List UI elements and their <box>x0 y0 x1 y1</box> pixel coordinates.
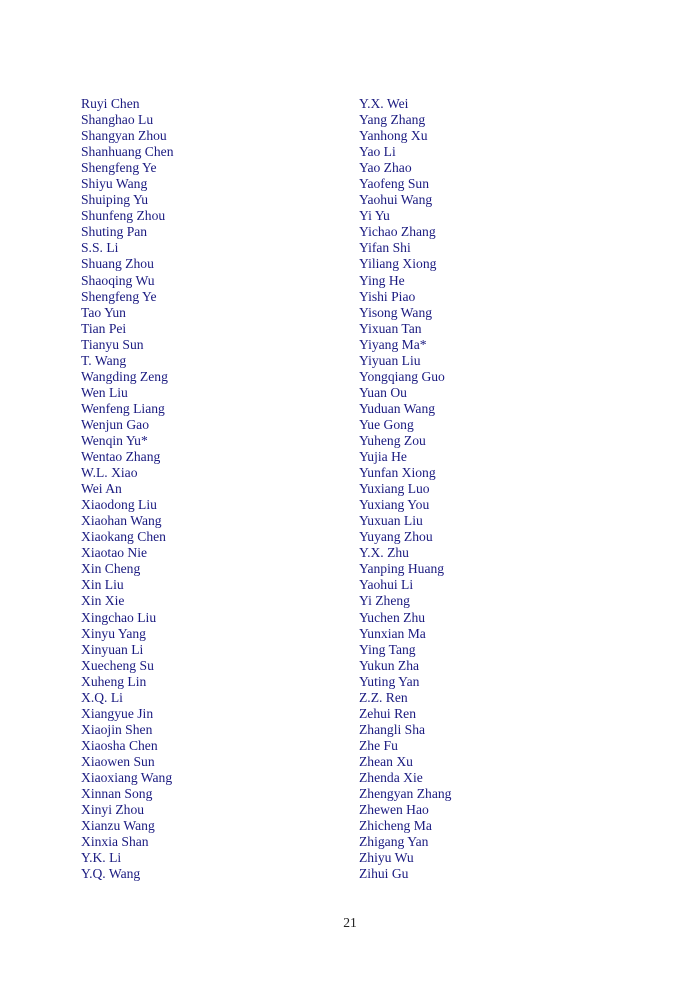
author-name: Yujia He <box>359 449 407 465</box>
author-name: Yaohui Li <box>359 577 414 593</box>
author-name: Shuang Zhou <box>81 256 154 272</box>
author-name: Shuting Pan <box>81 224 148 240</box>
author-name: Yukun Zha <box>359 657 420 673</box>
author-name: Xiaohan Wang <box>81 513 162 529</box>
author-name: Zhicheng Ma <box>359 818 432 834</box>
author-name: Wen Liu <box>81 384 128 400</box>
author-name: Shaoqing Wu <box>81 272 155 288</box>
author-name: Xiaoxiang Wang <box>81 769 173 785</box>
author-name: Zhenda Xie <box>359 769 423 785</box>
author-column-right <box>359 96 451 882</box>
author-name: Shangyan Zhou <box>81 128 167 144</box>
author-name: Yaofeng Sun <box>359 176 429 192</box>
author-name: W.L. Xiao <box>81 465 138 481</box>
author-name: Wangding Zeng <box>81 368 168 384</box>
author-name: S.S. Li <box>81 240 119 256</box>
author-name: Zehui Ren <box>359 705 417 721</box>
author-name: Xinxia Shan <box>81 834 149 850</box>
author-name: Shuiping Yu <box>81 192 149 208</box>
author-name: Zhigang Yan <box>359 834 429 850</box>
author-name: Yuxuan Liu <box>359 513 423 529</box>
author-name: Tao Yun <box>81 304 126 320</box>
author-name: Shengfeng Ye <box>81 288 157 304</box>
author-name: Zhiyu Wu <box>359 850 414 866</box>
author-name: Xinnan Song <box>81 786 153 802</box>
author-name: Yisong Wang <box>359 304 433 320</box>
author-name: Xiaojin Shen <box>81 721 153 737</box>
author-name: Yunfan Xiong <box>359 465 436 481</box>
author-name: Yuduan Wang <box>359 400 436 416</box>
page-number: 21 <box>343 915 357 930</box>
author-name: Shengfeng Ye <box>81 160 157 176</box>
author-name: Xingchao Liu <box>81 609 157 625</box>
author-name: Yixuan Tan <box>359 320 422 336</box>
author-name: Xiaosha Chen <box>81 737 158 753</box>
author-name: Zhean Xu <box>359 753 413 769</box>
author-name: Xiaotao Nie <box>81 545 148 561</box>
author-name: Zhangli Sha <box>359 721 426 737</box>
author-name: Ruyi Chen <box>81 96 140 111</box>
author-name: Xiangyue Jin <box>81 705 154 721</box>
author-name: Wenjun Gao <box>81 416 149 432</box>
author-name: Yue Gong <box>359 416 414 432</box>
author-name: Z.Z. Ren <box>359 689 408 705</box>
author-name: Zihui Gu <box>359 866 409 882</box>
author-column-left <box>81 96 174 882</box>
author-name: Tianyu Sun <box>81 336 144 352</box>
author-name: X.Q. Li <box>81 689 123 705</box>
author-name: Y.X. Wei <box>359 96 409 111</box>
author-name: Xianzu Wang <box>81 818 155 834</box>
author-name: Zhengyan Zhang <box>359 786 452 802</box>
author-name: Y.X. Zhu <box>359 545 409 561</box>
author-name: Yuchen Zhu <box>359 609 426 625</box>
author-name: Yichao Zhang <box>359 224 436 240</box>
author-name: Yiliang Xiong <box>359 256 437 272</box>
author-name: Zhe Fu <box>359 737 398 753</box>
author-name: Yaohui Wang <box>359 192 433 208</box>
author-name: Shanghao Lu <box>81 112 154 128</box>
author-name: Yishi Piao <box>359 288 416 304</box>
author-name: Xiaokang Chen <box>81 529 166 545</box>
author-name: Xinyi Zhou <box>81 802 145 818</box>
author-name: Xin Cheng <box>81 561 141 577</box>
author-name: Xuecheng Su <box>81 657 154 673</box>
author-name: Xinyuan Li <box>81 641 144 657</box>
author-name: Ying He <box>359 272 405 288</box>
author-name: Xinyu Yang <box>81 625 146 641</box>
author-name: Xuheng Lin <box>81 673 147 689</box>
author-name: Xin Liu <box>81 577 124 593</box>
author-name: Yuxiang You <box>359 497 430 513</box>
author-name: Yiyuan Liu <box>359 352 421 368</box>
author-name: Yuyang Zhou <box>359 529 433 545</box>
author-name: Xin Xie <box>81 593 125 609</box>
author-name: Shunfeng Zhou <box>81 208 166 224</box>
author-name: Yanping Huang <box>359 561 445 577</box>
author-name: Yunxian Ma <box>359 625 426 641</box>
author-name: Shiyu Wang <box>81 176 148 192</box>
author-name: Tian Pei <box>81 320 127 336</box>
author-name: Yao Li <box>359 144 396 160</box>
author-name: Yuan Ou <box>359 384 407 400</box>
author-name: Zhewen Hao <box>359 802 429 818</box>
author-name: Xiaowen Sun <box>81 753 155 769</box>
author-name: Yongqiang Guo <box>359 368 445 384</box>
author-name: Yifan Shi <box>359 240 411 256</box>
author-name: Yao Zhao <box>359 160 412 176</box>
author-name: Y.K. Li <box>81 850 122 866</box>
author-name: Yi Zheng <box>359 593 410 609</box>
author-name: Xiaodong Liu <box>81 497 157 513</box>
author-name: Wei An <box>81 481 122 497</box>
author-name: Yuting Yan <box>359 673 420 689</box>
author-name: Yuxiang Luo <box>359 481 430 497</box>
author-name: Ying Tang <box>359 641 416 657</box>
author-name: Wenfeng Liang <box>81 400 165 416</box>
author-name: Y.Q. Wang <box>81 866 141 882</box>
author-name: Yang Zhang <box>359 112 426 128</box>
author-name: Yuheng Zou <box>359 432 426 448</box>
author-name: Wenqin Yu* <box>81 432 148 448</box>
author-name: Shanhuang Chen <box>81 144 174 160</box>
author-name: Yiyang Ma* <box>359 336 427 352</box>
author-name: T. Wang <box>81 352 127 368</box>
author-name: Yanhong Xu <box>359 128 428 144</box>
author-name: Yi Yu <box>359 208 390 224</box>
author-name: Wentao Zhang <box>81 449 161 465</box>
